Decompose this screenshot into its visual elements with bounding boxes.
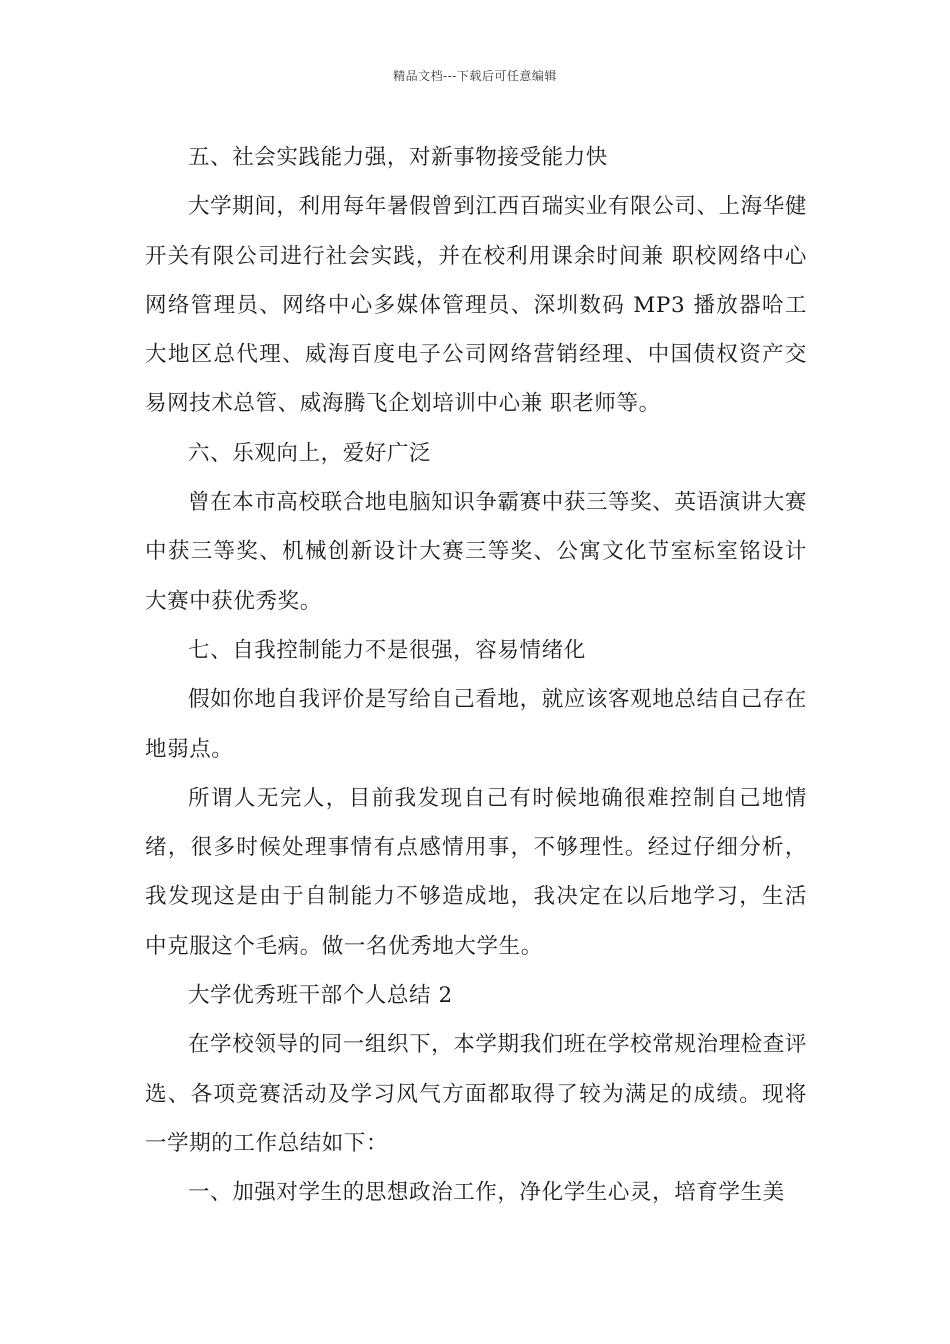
- summary-title-2: 大学优秀班干部个人总结 2: [188, 983, 453, 1009]
- paragraph-social-practice: 大学期间，利用每年暑假曾到江西百瑞实业有限公司、上海华健开关有限公司进行社会实践，并在校利用课余时间兼 职校网络中心网络管理员、网络中心多媒体管理员、深圳数码 MP3 播放器哈工大地区总代理、威海百度电子公司网络营销经理、中国债权资产交易网技术总管、威海腾飞企划培训中心兼 职老师等。: [145, 194, 807, 417]
- section-heading-6: 六、乐观向上，爱好广泛: [188, 440, 432, 466]
- page-header: 精品文档---下载后可任意编辑: [393, 69, 557, 83]
- paragraph-class-achievements: 在学校领导的同一组织下，本学期我们班在学校常规治理检查评选、各项竞赛活动及学习风气方面都取得了较为满足的成绩。现将一学期的工作总结如下：: [145, 1032, 807, 1156]
- paragraph-self-control: 所谓人无完人，目前我发现自己有时候地确很难控制自己地情绪，很多时候处理事情有点感情用事，不够理性。经过仔细分析，我发现这是由于自制能力不够造成地，我决定在以后地学习，生活中克服这个毛病。做一名优秀地大学生。: [145, 785, 807, 959]
- section-heading-5: 五、社会实践能力强，对新事物接受能力快: [188, 145, 608, 170]
- section-heading-7: 七、自我控制能力不是很强，容易情绪化: [188, 637, 586, 663]
- document-body: [145, 133, 807, 1218]
- section-heading-1: 一、加强对学生的思想政治工作，净化学生心灵，培育学生美: [188, 1180, 785, 1206]
- paragraph-self-evaluation: 假如你地自我评价是写给自己看地，就应该客观地总结自己存在地弱点。: [145, 687, 807, 762]
- paragraph-awards: 曾在本市高校联合地电脑知识争霸赛中获三等奖、英语演讲大赛中获三等奖、机械创新设计大赛三等奖、公寓文化节室标室铭设计大赛中获优秀奖。: [145, 490, 807, 614]
